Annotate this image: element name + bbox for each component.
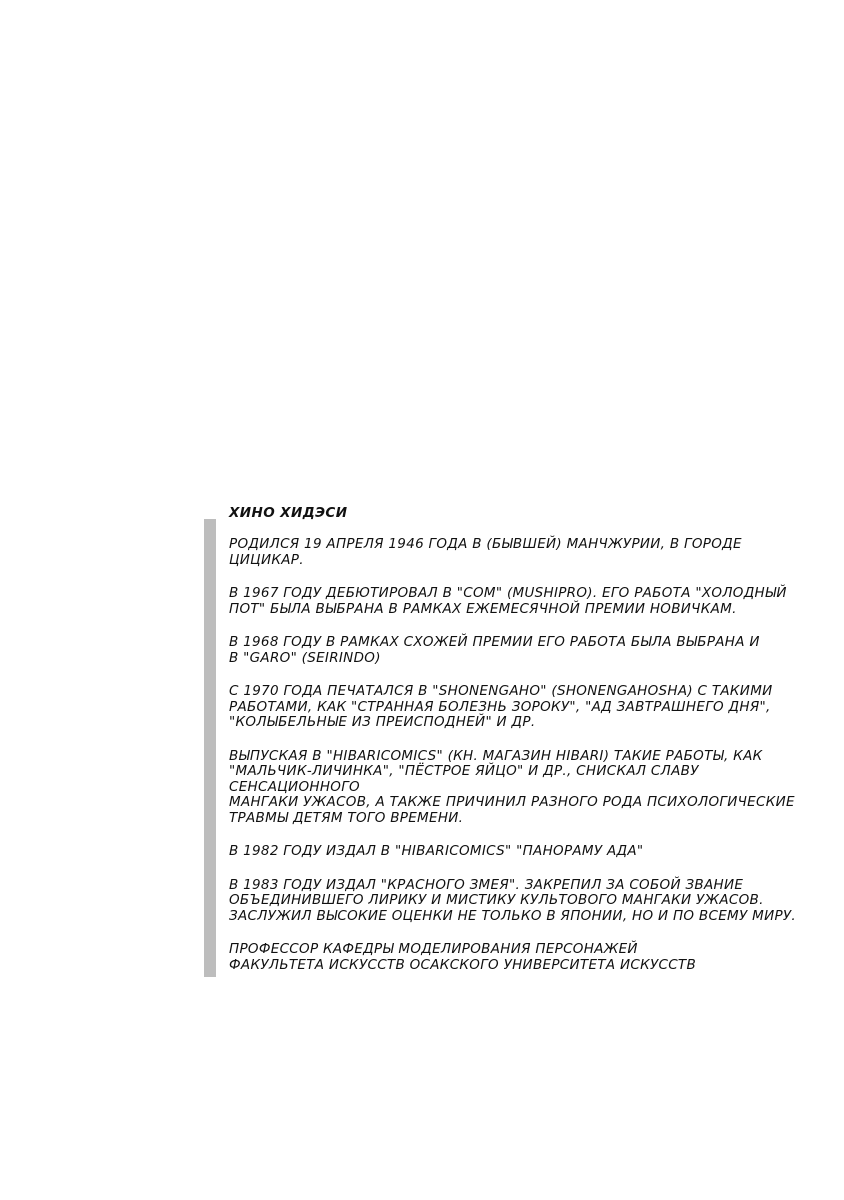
bio-paragraph-1983: В 1983 ГОДУ ИЗДАЛ "КРАСНОГО ЗМЕЯ". ЗАКРЕПИЛ ЗА СОБОЙ ЗВАНИЕ ОБЪЕДИНИВШЕГО ЛИРИКУ И МИСТИКУ КУЛЬТОВОГО МАНГАКИ УЖАСОВ. ЗАСЛУЖИЛ ВЫСОКИЕ ОЦЕНКИ НЕ ТОЛЬКО В ЯПОНИИ, НО И ПО ВСЕМУ МИРУ. [229,876,797,924]
bio-title: ХИНО ХИДЭСИ [229,505,348,521]
bio-paragraph-1970: С 1970 ГОДА ПЕЧАТАЛСЯ В "SHONENGAHO" (SHONENGAHOSHA) С ТАКИМИ РАБОТАМИ, КАК "СТРАННАЯ БОЛЕЗНЬ ЗОРОКУ", "АД ЗАВТРАШНЕГО ДНЯ", "КОЛЫБЕЛЬНЫЕ ИЗ ПРЕИСПОДНЕЙ" И ДР. [229,683,773,730]
sidebar-accent-bar [204,519,216,977]
bio-paragraph-1982: В 1982 ГОДУ ИЗДАЛ В "HIBARICOMICS" "ПАНОРАМУ АДА" [229,843,644,859]
bio-paragraph-1968: В 1968 ГОДУ В РАМКАХ СХОЖЕЙ ПРЕМИИ ЕГО РАБОТА БЫЛА ВЫБРАНА И В "GARO" (SEIRINDO) [229,634,760,666]
bio-paragraph-debut: В 1967 ГОДУ ДЕБЮТИРОВАЛ В "COM" (MUSHIPRO). ЕГО РАБОТА "ХОЛОДНЫЙ ПОТ" БЫЛА ВЫБРАНА В РАМКАХ ЕЖЕМЕСЯЧНОЙ ПРЕМИИ НОВИЧКАМ. [229,585,787,617]
bio-paragraph-birth: РОДИЛСЯ 19 АПРЕЛЯ 1946 ГОДА В (БЫВШЕЙ) МАНЧЖУРИИ, В ГОРОДЕ ЦИЦИКАР. [229,536,742,568]
author-bio [229,505,809,991]
bio-paragraph-hibaricomics: ВЫПУСКАЯ В "HIBARICOMICS" (КН. МАГАЗИН HIBARI) ТАКИЕ РАБОТЫ, КАК "МАЛЬЧИК-ЛИЧИНКА", "ПЁСТРОЕ ЯЙЦО" И ДР., СНИСКАЛ СЛАВУ СЕНСАЦИОННОГО МАНГАКИ УЖАСОВ, А ТАКЖЕ ПРИЧИНИЛ РАЗНОГО РОДА ПСИХОЛОГИЧЕСКИЕ ТРАВМЫ ДЕТЯМ ТОГО ВРЕМЕНИ. [229,747,795,826]
bio-paragraph-professor: ПРОФЕССОР КАФЕДРЫ МОДЕЛИРОВАНИЯ ПЕРСОНАЖЕЙ ФАКУЛЬТЕТА ИСКУССТВ ОСАКСКОГО УНИВЕРСИТЕТА ИСКУССТВ [229,941,697,973]
